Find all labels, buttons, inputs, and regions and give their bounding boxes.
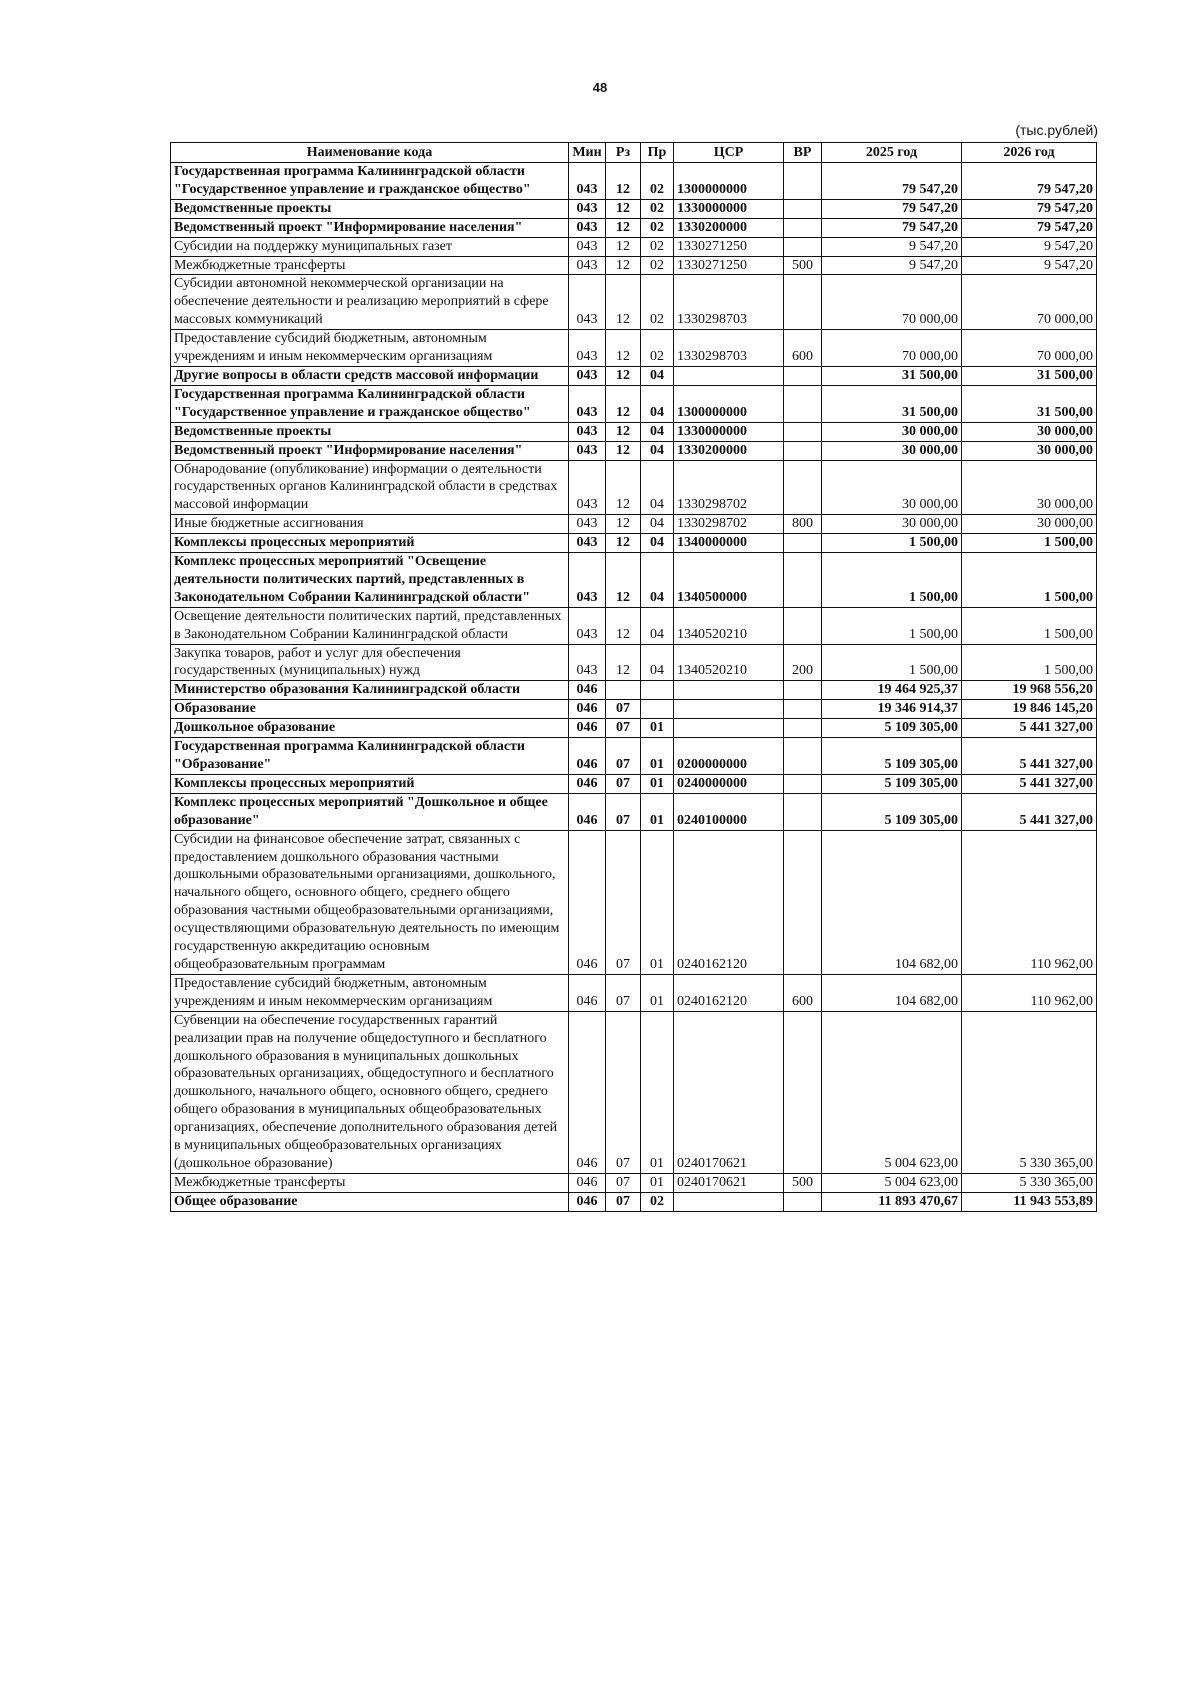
cell-y2025: 79 547,20 — [822, 163, 962, 200]
cell-pr: 04 — [641, 534, 674, 553]
cell-vr: 500 — [784, 256, 822, 275]
cell-y2026: 9 547,20 — [962, 256, 1097, 275]
cell-pr: 02 — [641, 256, 674, 275]
cell-y2026: 31 500,00 — [962, 366, 1097, 385]
cell-y2025: 31 500,00 — [822, 366, 962, 385]
cell-min: 043 — [569, 199, 606, 218]
units-label: (тыс.рублей) — [1015, 122, 1098, 138]
cell-pr: 01 — [641, 793, 674, 830]
cell-y2026: 1 500,00 — [962, 644, 1097, 681]
table-row — [171, 774, 1097, 793]
cell-name: Дошкольное образование — [171, 719, 569, 738]
cell-name: Общее образование — [171, 1192, 569, 1211]
cell-csr: 0240170621 — [674, 1173, 784, 1192]
cell-y2026: 19 968 556,20 — [962, 681, 1097, 700]
table-body — [171, 163, 1097, 1212]
table-row — [171, 218, 1097, 237]
cell-name: Комплекс процессных мероприятий "Дошкольное и общее образование" — [171, 793, 569, 830]
table-row — [171, 534, 1097, 553]
cell-min: 046 — [569, 700, 606, 719]
cell-y2025: 30 000,00 — [822, 441, 962, 460]
cell-name: Министерство образования Калининградской области — [171, 681, 569, 700]
cell-pr: 01 — [641, 774, 674, 793]
cell-min: 043 — [569, 460, 606, 515]
cell-vr — [784, 738, 822, 775]
cell-vr: 200 — [784, 644, 822, 681]
cell-min: 046 — [569, 1173, 606, 1192]
cell-y2026: 70 000,00 — [962, 330, 1097, 367]
cell-name: Иные бюджетные ассигнования — [171, 515, 569, 534]
cell-rz — [606, 681, 641, 700]
cell-csr — [674, 366, 784, 385]
cell-y2026: 1 500,00 — [962, 607, 1097, 644]
cell-y2025: 5 004 623,00 — [822, 1173, 962, 1192]
cell-rz: 07 — [606, 1192, 641, 1211]
cell-vr — [784, 218, 822, 237]
cell-min: 043 — [569, 422, 606, 441]
table-row — [171, 515, 1097, 534]
cell-min: 043 — [569, 534, 606, 553]
cell-rz: 07 — [606, 1173, 641, 1192]
table-row — [171, 366, 1097, 385]
cell-rz: 12 — [606, 237, 641, 256]
cell-vr — [784, 534, 822, 553]
cell-y2026: 79 547,20 — [962, 163, 1097, 200]
cell-csr — [674, 681, 784, 700]
cell-pr: 02 — [641, 163, 674, 200]
cell-y2025: 19 464 925,37 — [822, 681, 962, 700]
header-name: Наименование кода — [171, 143, 569, 163]
cell-vr — [784, 460, 822, 515]
cell-y2026: 5 441 327,00 — [962, 774, 1097, 793]
cell-y2025: 1 500,00 — [822, 534, 962, 553]
cell-csr: 1330200000 — [674, 441, 784, 460]
table-row — [171, 441, 1097, 460]
cell-csr — [674, 1192, 784, 1211]
table-row — [171, 830, 1097, 974]
cell-pr: 04 — [641, 441, 674, 460]
cell-csr: 1300000000 — [674, 385, 784, 422]
cell-name: Предоставление субсидий бюджетным, автономным учреждениям и иным некоммерческим организациям — [171, 330, 569, 367]
cell-y2025: 70 000,00 — [822, 330, 962, 367]
table-row — [171, 163, 1097, 200]
cell-y2026: 30 000,00 — [962, 441, 1097, 460]
cell-pr: 01 — [641, 974, 674, 1011]
cell-name: Субсидии на поддержку муниципальных газет — [171, 237, 569, 256]
cell-vr — [784, 793, 822, 830]
cell-name: Ведомственный проект "Информирование населения" — [171, 441, 569, 460]
cell-vr — [784, 1192, 822, 1211]
cell-name: Субсидии автономной некоммерческой организации на обеспечение деятельности и реализацию мероприятий в сфере массовых коммуникаций — [171, 275, 569, 330]
cell-rz: 07 — [606, 719, 641, 738]
cell-min: 043 — [569, 330, 606, 367]
table-row — [171, 1011, 1097, 1173]
cell-vr — [784, 275, 822, 330]
table-row — [171, 237, 1097, 256]
cell-pr: 01 — [641, 1011, 674, 1173]
cell-min: 043 — [569, 385, 606, 422]
cell-pr: 04 — [641, 422, 674, 441]
cell-vr: 800 — [784, 515, 822, 534]
cell-csr: 1340500000 — [674, 553, 784, 608]
cell-rz: 12 — [606, 163, 641, 200]
cell-name: Обнародование (опубликование) информации о деятельности государственных органов Калининградской области в средствах массовой информации — [171, 460, 569, 515]
cell-y2026: 30 000,00 — [962, 460, 1097, 515]
cell-y2026: 110 962,00 — [962, 830, 1097, 974]
cell-y2026: 5 330 365,00 — [962, 1011, 1097, 1173]
cell-csr: 0240170621 — [674, 1011, 784, 1173]
budget-table — [170, 142, 1097, 1212]
cell-vr — [784, 700, 822, 719]
cell-y2025: 19 346 914,37 — [822, 700, 962, 719]
cell-csr: 1300000000 — [674, 163, 784, 200]
cell-vr — [784, 553, 822, 608]
table-row — [171, 199, 1097, 218]
cell-csr — [674, 719, 784, 738]
cell-rz: 07 — [606, 974, 641, 1011]
cell-pr: 04 — [641, 553, 674, 608]
cell-pr — [641, 700, 674, 719]
cell-y2026: 79 547,20 — [962, 218, 1097, 237]
header-vr: ВР — [784, 143, 822, 163]
cell-csr: 1340520210 — [674, 607, 784, 644]
table-row — [171, 681, 1097, 700]
cell-vr — [784, 1011, 822, 1173]
cell-rz: 12 — [606, 644, 641, 681]
cell-y2025: 5 109 305,00 — [822, 774, 962, 793]
cell-rz: 12 — [606, 275, 641, 330]
cell-min: 046 — [569, 738, 606, 775]
cell-vr: 600 — [784, 974, 822, 1011]
cell-pr: 02 — [641, 199, 674, 218]
cell-y2025: 30 000,00 — [822, 460, 962, 515]
cell-min: 043 — [569, 441, 606, 460]
cell-rz: 12 — [606, 199, 641, 218]
cell-min: 046 — [569, 830, 606, 974]
cell-csr: 0240000000 — [674, 774, 784, 793]
cell-min: 046 — [569, 719, 606, 738]
cell-name: Государственная программа Калининградской области "Государственное управление и гражданское общество" — [171, 385, 569, 422]
cell-rz: 12 — [606, 553, 641, 608]
cell-min: 046 — [569, 793, 606, 830]
cell-y2025: 31 500,00 — [822, 385, 962, 422]
cell-pr: 01 — [641, 830, 674, 974]
cell-pr: 04 — [641, 644, 674, 681]
cell-rz: 12 — [606, 385, 641, 422]
page-number: 48 — [592, 80, 608, 95]
table-row — [171, 607, 1097, 644]
cell-pr: 04 — [641, 385, 674, 422]
cell-y2026: 5 330 365,00 — [962, 1173, 1097, 1192]
cell-y2025: 79 547,20 — [822, 199, 962, 218]
cell-pr: 02 — [641, 275, 674, 330]
cell-name: Межбюджетные трансферты — [171, 1173, 569, 1192]
cell-min: 043 — [569, 256, 606, 275]
cell-y2025: 1 500,00 — [822, 553, 962, 608]
cell-y2026: 110 962,00 — [962, 974, 1097, 1011]
cell-name: Ведомственные проекты — [171, 422, 569, 441]
table-row — [171, 719, 1097, 738]
cell-rz: 12 — [606, 607, 641, 644]
cell-min: 043 — [569, 218, 606, 237]
cell-vr — [784, 607, 822, 644]
cell-y2026: 5 441 327,00 — [962, 793, 1097, 830]
cell-pr: 04 — [641, 366, 674, 385]
cell-vr — [784, 163, 822, 200]
cell-vr — [784, 774, 822, 793]
header-2026: 2026 год — [962, 143, 1097, 163]
cell-csr: 1330000000 — [674, 199, 784, 218]
cell-name: Комплексы процессных мероприятий — [171, 774, 569, 793]
cell-name: Межбюджетные трансферты — [171, 256, 569, 275]
cell-y2026: 11 943 553,89 — [962, 1192, 1097, 1211]
cell-y2026: 9 547,20 — [962, 237, 1097, 256]
cell-y2026: 79 547,20 — [962, 199, 1097, 218]
cell-rz: 12 — [606, 256, 641, 275]
cell-vr — [784, 681, 822, 700]
cell-y2025: 30 000,00 — [822, 515, 962, 534]
cell-csr: 1330298702 — [674, 460, 784, 515]
cell-y2025: 1 500,00 — [822, 607, 962, 644]
table-row — [171, 974, 1097, 1011]
cell-vr — [784, 199, 822, 218]
table-row — [171, 460, 1097, 515]
table-row — [171, 275, 1097, 330]
cell-y2026: 31 500,00 — [962, 385, 1097, 422]
cell-pr: 02 — [641, 237, 674, 256]
cell-pr: 04 — [641, 515, 674, 534]
cell-rz: 07 — [606, 793, 641, 830]
cell-csr: 0200000000 — [674, 738, 784, 775]
cell-pr: 04 — [641, 460, 674, 515]
cell-pr: 02 — [641, 1192, 674, 1211]
cell-y2026: 1 500,00 — [962, 534, 1097, 553]
cell-y2025: 5 109 305,00 — [822, 793, 962, 830]
cell-vr — [784, 830, 822, 974]
cell-pr: 01 — [641, 1173, 674, 1192]
cell-pr: 01 — [641, 719, 674, 738]
cell-vr — [784, 441, 822, 460]
cell-name: Ведомственный проект "Информирование населения" — [171, 218, 569, 237]
cell-min: 046 — [569, 681, 606, 700]
cell-vr — [784, 385, 822, 422]
cell-name: Образование — [171, 700, 569, 719]
cell-y2025: 30 000,00 — [822, 422, 962, 441]
cell-y2026: 5 441 327,00 — [962, 719, 1097, 738]
cell-csr: 1330200000 — [674, 218, 784, 237]
table-row — [171, 738, 1097, 775]
cell-csr: 1340520210 — [674, 644, 784, 681]
cell-csr: 1330298702 — [674, 515, 784, 534]
cell-csr: 1330298703 — [674, 330, 784, 367]
cell-csr: 1340000000 — [674, 534, 784, 553]
cell-min: 043 — [569, 237, 606, 256]
cell-y2025: 70 000,00 — [822, 275, 962, 330]
table-row — [171, 793, 1097, 830]
cell-y2026: 19 846 145,20 — [962, 700, 1097, 719]
cell-vr — [784, 422, 822, 441]
cell-csr: 1330000000 — [674, 422, 784, 441]
cell-rz: 12 — [606, 330, 641, 367]
cell-name: Другие вопросы в области средств массовой информации — [171, 366, 569, 385]
table-row — [171, 553, 1097, 608]
cell-rz: 12 — [606, 366, 641, 385]
cell-name: Комплексы процессных мероприятий — [171, 534, 569, 553]
cell-name: Комплекс процессных мероприятий "Освещение деятельности политических партий, представленных в Законодательном Собрании Калининградской области" — [171, 553, 569, 608]
cell-vr — [784, 366, 822, 385]
table-row — [171, 1173, 1097, 1192]
cell-pr: 04 — [641, 607, 674, 644]
cell-rz: 12 — [606, 515, 641, 534]
cell-rz: 07 — [606, 774, 641, 793]
cell-pr: 02 — [641, 218, 674, 237]
cell-pr — [641, 681, 674, 700]
cell-csr: 1330271250 — [674, 256, 784, 275]
table-header-row — [171, 143, 1097, 163]
cell-name: Субвенции на обеспечение государственных гарантий реализации прав на получение общедоступного и бесплатного дошкольного образования в муниципальных дошкольных образовательных организациях, общедоступного и бесплатного дошкольного, начального общего, основного общего, среднего общего образования в муниципальных общеобразовательных организациях, обеспечение дополнительного образования детей в муниципальных общеобразовательных организациях (дошкольное образование) — [171, 1011, 569, 1173]
cell-pr: 01 — [641, 738, 674, 775]
table-row — [171, 1192, 1097, 1211]
cell-y2025: 79 547,20 — [822, 218, 962, 237]
header-min: Мин — [569, 143, 606, 163]
table-row — [171, 256, 1097, 275]
cell-rz: 07 — [606, 738, 641, 775]
cell-y2025: 9 547,20 — [822, 256, 962, 275]
cell-y2025: 104 682,00 — [822, 830, 962, 974]
cell-rz: 07 — [606, 700, 641, 719]
cell-rz: 07 — [606, 830, 641, 974]
header-rz: Рз — [606, 143, 641, 163]
cell-vr: 600 — [784, 330, 822, 367]
cell-rz: 12 — [606, 534, 641, 553]
cell-min: 043 — [569, 515, 606, 534]
cell-vr: 500 — [784, 1173, 822, 1192]
cell-csr: 0240162120 — [674, 830, 784, 974]
cell-rz: 12 — [606, 422, 641, 441]
cell-min: 043 — [569, 607, 606, 644]
cell-y2025: 104 682,00 — [822, 974, 962, 1011]
cell-y2025: 1 500,00 — [822, 644, 962, 681]
cell-name: Государственная программа Калининградской области "Образование" — [171, 738, 569, 775]
cell-y2026: 30 000,00 — [962, 515, 1097, 534]
cell-y2026: 5 441 327,00 — [962, 738, 1097, 775]
header-pr: Пр — [641, 143, 674, 163]
cell-rz: 12 — [606, 460, 641, 515]
table-row — [171, 644, 1097, 681]
cell-min: 046 — [569, 1192, 606, 1211]
header-2025: 2025 год — [822, 143, 962, 163]
table-row — [171, 700, 1097, 719]
cell-name: Ведомственные проекты — [171, 199, 569, 218]
header-csr: ЦСР — [674, 143, 784, 163]
cell-min: 043 — [569, 163, 606, 200]
cell-y2026: 1 500,00 — [962, 553, 1097, 608]
cell-name: Предоставление субсидий бюджетным, автономным учреждениям и иным некоммерческим организациям — [171, 974, 569, 1011]
cell-pr: 02 — [641, 330, 674, 367]
cell-csr: 1330298703 — [674, 275, 784, 330]
cell-min: 043 — [569, 366, 606, 385]
cell-y2025: 11 893 470,67 — [822, 1192, 962, 1211]
cell-rz: 12 — [606, 441, 641, 460]
cell-y2025: 5 004 623,00 — [822, 1011, 962, 1173]
cell-y2025: 5 109 305,00 — [822, 719, 962, 738]
cell-y2025: 5 109 305,00 — [822, 738, 962, 775]
cell-min: 046 — [569, 774, 606, 793]
cell-rz: 12 — [606, 218, 641, 237]
cell-min: 046 — [569, 1011, 606, 1173]
table-row — [171, 330, 1097, 367]
cell-vr — [784, 719, 822, 738]
cell-min: 043 — [569, 553, 606, 608]
cell-name: Закупка товаров, работ и услуг для обеспечения государственных (муниципальных) нужд — [171, 644, 569, 681]
cell-name: Освещение деятельности политических партий, представленных в Законодательном Собрании Калининградской области — [171, 607, 569, 644]
cell-y2026: 70 000,00 — [962, 275, 1097, 330]
cell-csr — [674, 700, 784, 719]
table-row — [171, 385, 1097, 422]
cell-y2026: 30 000,00 — [962, 422, 1097, 441]
cell-min: 043 — [569, 275, 606, 330]
table-row — [171, 422, 1097, 441]
cell-csr: 0240162120 — [674, 974, 784, 1011]
cell-min: 043 — [569, 644, 606, 681]
cell-min: 046 — [569, 974, 606, 1011]
cell-name: Государственная программа Калининградской области "Государственное управление и гражданское общество" — [171, 163, 569, 200]
cell-csr: 0240100000 — [674, 793, 784, 830]
cell-vr — [784, 237, 822, 256]
cell-name: Субсидии на финансовое обеспечение затрат, связанных с предоставлением дошкольного образования частными дошкольными образовательными организациями, дошкольного, начального общего, основного общего, среднего общего образования частными общеобразовательными организациями, осуществляющими образовательную деятельность по имеющим государственную аккредитацию основным общеобразовательным программам — [171, 830, 569, 974]
cell-y2025: 9 547,20 — [822, 237, 962, 256]
cell-rz: 07 — [606, 1011, 641, 1173]
cell-csr: 1330271250 — [674, 237, 784, 256]
